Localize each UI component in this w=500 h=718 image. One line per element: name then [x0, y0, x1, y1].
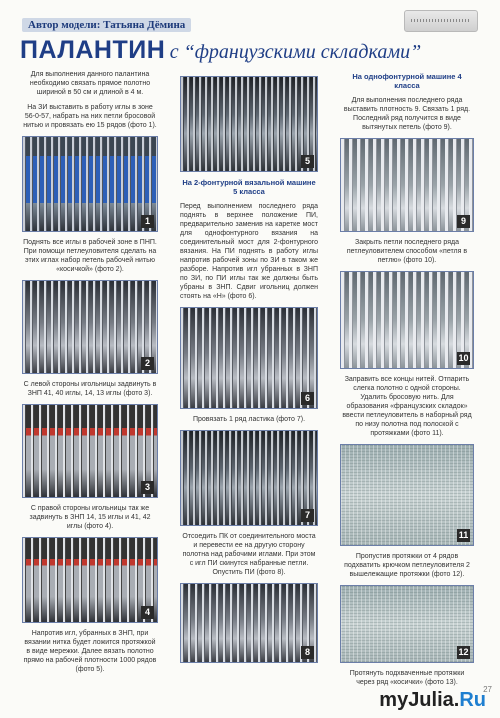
- photo-number: 11: [458, 530, 469, 540]
- logo-text: myJulia.: [379, 689, 460, 711]
- photo-11: [340, 444, 474, 546]
- photo-10: [340, 271, 474, 369]
- step-text: Перед выполнением последнего ряда поднять в верхнее положение ПИ, предварительно заменив на каретке мост для однофонтурного вязания на соединительный мост для 2-фонтурного вязания. На ПИ поднять в работу иглы напротив рабочей зоны по ЗИ в таком же разборе. Напротив игл убранных в ЗНП по ЗИ, по ПИ иглы так же должны быть убраны в ЗНП. Сдвиг игольниц должен стоять на «Н» (фото 6).: [180, 203, 318, 300]
- title-subtitle: с “французскими складками”: [169, 41, 422, 63]
- photo-number: 6: [301, 392, 314, 405]
- photo-number: 10: [458, 353, 469, 363]
- step-text: С правой стороны игольницы так же задвинуть в ЗНП 14, 15 иглы и 41, 42 иглы (фото 4).: [29, 505, 151, 530]
- photo-5: [180, 76, 318, 172]
- step-text: Поднять все иглы в рабочей зоне в ПНП. При помощи петлеуловителя сделать на этих иглах набор петель рабочей нитью «косичкой» (фото 2).: [23, 239, 157, 273]
- photo-number: 7: [301, 509, 314, 522]
- title-main: ПАЛАНТИН: [20, 36, 166, 64]
- site-logo[interactable]: [379, 689, 486, 712]
- step-text: На ЗИ выставить в работу иглы в зоне 56-0-57, набрать на них петли бросовой нитью и провязать ею 15 рядов (фото 1).: [23, 104, 157, 129]
- step-text: Напротив игл, убранных в ЗНП, при вязании нитка будет ложится протяжкой в виде мережки. Далее вязать полотно прямо на рабочей плотности 1000 рядов (фото 5).: [23, 630, 157, 673]
- photo-1: [22, 136, 158, 232]
- page-number: 27: [483, 685, 492, 694]
- photo-number: 3: [141, 481, 154, 494]
- page-title: [20, 36, 440, 65]
- step-text: С левой стороны игольницы задвинуть в ЗНП 41, 40 иглы, 14, 13 иглы (фото 3).: [23, 381, 157, 397]
- column-left: [22, 70, 158, 680]
- step-text: Пропустив протяжки от 4 рядов подхватить крючком петлеуловителя 2 вышележащие протяжки (фото 12).: [344, 553, 470, 578]
- photo-12: [340, 585, 474, 663]
- photo-number: 1: [141, 215, 154, 228]
- step-text: Для выполнения последнего ряда выставить плотность 9. Связать 1 ряд. Последний ряд получится в виде вытянутых петель (фото 9).: [343, 97, 471, 131]
- column-right: [340, 72, 474, 693]
- photo-number: 5: [301, 155, 314, 168]
- photo-number: 8: [301, 646, 314, 659]
- photo-4: [22, 537, 158, 623]
- photo-number: 4: [141, 606, 154, 619]
- section-subhead: На однофонтурной машине 4 класса: [352, 72, 462, 90]
- step-text: Заправить все концы нитей. Отпарить слегка полотно с одной стороны. Удалить бросовую нить. Для образования «французских складок» ввести петлеуловитель в наборный ряд по низу полотна под полоской с протяжками (фото 11).: [342, 376, 472, 437]
- knitting-machine-icon: [404, 10, 478, 32]
- step-text: Закрыть петли последнего ряда петлеуловителем способом «петля в петлю» (фото 10).: [346, 239, 468, 264]
- intro-text: Для выполнения данного палантина необходимо связать прямое полотно шириной в 50 см и длиной в 4 м.: [29, 71, 151, 96]
- step-text: Протянуть подхваченные протяжки через ряд «косички» (фото 13).: [349, 670, 465, 686]
- photo-8: [180, 583, 318, 663]
- photo-number: 9: [457, 215, 470, 228]
- step-text: Отсоедить ПК от соединительного моста и перевести ее на другую сторону полотна над рабочими иглами. При этом с игл ПИ скинутся набранные петли. Опустить ПИ (фото 8).: [182, 533, 316, 576]
- photo-number: 12: [458, 647, 469, 657]
- column-middle: [180, 76, 318, 669]
- photo-2: [22, 280, 158, 374]
- section-subhead: На 2-фонтурной вязальной машине 5 класса: [182, 178, 316, 196]
- photo-number: 2: [141, 357, 154, 370]
- photo-6: [180, 307, 318, 409]
- logo-accent: Ru: [459, 689, 486, 711]
- photo-7: [180, 430, 318, 526]
- photo-3: [22, 404, 158, 498]
- photo-9: [340, 138, 474, 232]
- step-text: Провязать 1 ряд ластика (фото 7).: [192, 416, 306, 423]
- author-label: Автор модели: Татьяна Дёмина: [22, 18, 191, 32]
